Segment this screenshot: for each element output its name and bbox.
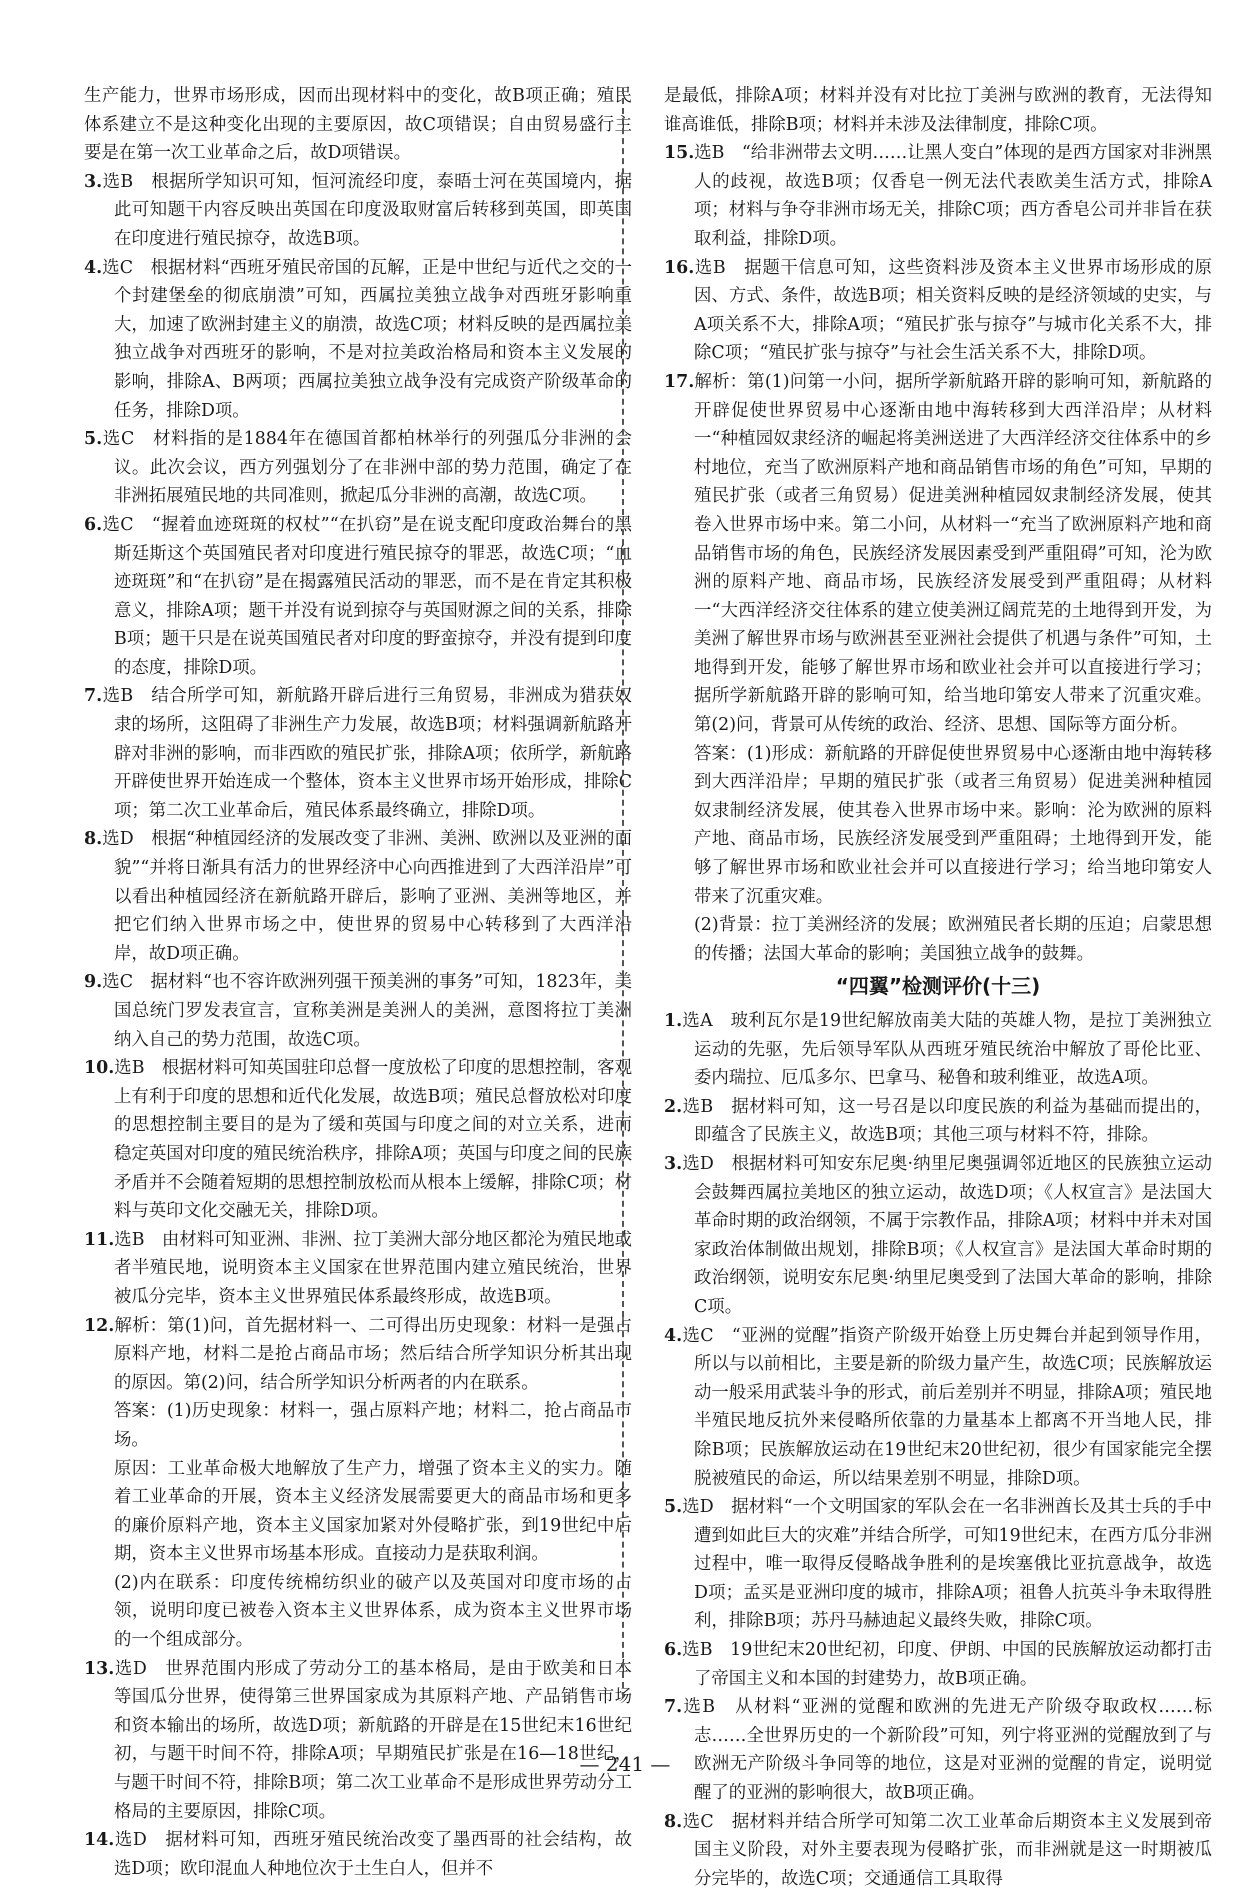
- answer-item: [664, 1150, 1212, 1322]
- item-text: 选C “亚洲的觉醒”指资产阶级开始登上历史舞台并起到领导作用，所以与以前相比，主要是新的阶级力量产生，故选C项；民族解放运动一般采用武装斗争的形式，前后差别并不明显，排除A项；殖民地半殖民地反抗外来侵略所依靠的力量基本上都离不开当地人民，排除B项；民族解放运动在19世纪末20世纪初，很少有国家能完全摆脱被殖民的命运，所以结果差别不明显，排除D项。: [682, 1325, 1212, 1489]
- item-number: 5.: [84, 429, 103, 450]
- answer-paragraph: [84, 1455, 632, 1569]
- item-number: 13.: [84, 1658, 115, 1679]
- answer-item: [84, 825, 632, 968]
- answer-item: [84, 1826, 632, 1883]
- item-number: 10.: [84, 1058, 115, 1079]
- item-number: 9.: [84, 972, 103, 993]
- item-text: 答案：(1)历史现象：材料一，强占原料产地；材料二，抢占商品市场。: [114, 1401, 632, 1450]
- item-number: 15.: [664, 143, 695, 164]
- right-column-answers: [664, 82, 1212, 968]
- answer-item: [664, 1693, 1212, 1807]
- item-text: 选D 世界范围内形成了劳动分工的基本格局，是由于欧美和日本等国瓜分世界，使得第三世界国家成为其原料产地、产品销售市场和资本输出的场所，故选D项；新航路的开辟是在15世纪末16世纪初，与题干时间不符，排除A项；早期殖民扩张是在16—18世纪，与题干时间不符，排除B项；第二次工业革命不是形成世界劳动分工格局的主要原因，排除C项。: [114, 1658, 632, 1822]
- answer-paragraph: [84, 82, 632, 168]
- item-number: 11.: [84, 1229, 115, 1250]
- item-text: 选D 根据材料可知安东尼奥·纳里尼奥强调邻近地区的民族独立运动会鼓舞西属拉美地区的独立运动，故选D项；《人权宣言》是法国大革命时期的政治纲领，不属于宗教作品，排除A项；材料中并未对国家政治体制做出规划，排除B项；《人权宣言》是法国大革命时期的政治纲领，说明安东尼奥·纳里尼奥受到了法国大革命的影响，排除C项。: [682, 1153, 1212, 1317]
- item-text: 选B 由材料可知亚洲、非洲、拉丁美洲大部分地区都沦为殖民地或者半殖民地，说明资本主义国家在世界范围内建立殖民统治，世界被瓜分完毕，资本主义世界殖民体系最终形成，故选B项。: [114, 1229, 632, 1307]
- item-number: 3.: [664, 1153, 683, 1174]
- answer-item: [84, 682, 632, 825]
- answer-paragraph: [84, 1397, 632, 1454]
- item-number: 4.: [664, 1325, 683, 1346]
- item-text: 选B “给非洲带去文明……让黑人变白”体现的是西方国家对非洲黑人的歧视，故选B项；仅香皂一例无法代表欧美生活方式，排除A项；材料与争夺非洲市场无关，排除C项；西方香皂公司并非旨在获取利益，排除D项。: [694, 143, 1212, 249]
- item-number: 17.: [664, 371, 695, 392]
- answer-item: [664, 139, 1212, 253]
- answer-item: [664, 1093, 1212, 1150]
- item-text: 选C 据材料并结合所学可知第二次工业革命后期资本主义发展到帝国主义阶段，对外主要表现为侵略扩张，而非洲就是这一时期被瓜分完毕的，故选C项；交通通信工具取得: [682, 1811, 1212, 1889]
- item-number: 16.: [664, 257, 695, 278]
- item-number: 2.: [664, 1096, 683, 1117]
- answer-item: [664, 1636, 1212, 1693]
- item-number: 6.: [84, 514, 103, 535]
- item-number: 7.: [664, 1697, 683, 1718]
- answer-item: [84, 168, 632, 254]
- item-number: 1.: [664, 1011, 683, 1031]
- item-text: (2)内在联系：印度传统棉纺织业的破产以及英国对印度市场的占领，说明印度已被卷入资本主义世界体系，成为资本主义世界市场的一个组成部分。: [114, 1572, 632, 1651]
- item-text: 选D 根据“种植园经济的发展改变了非洲、美洲、欧洲以及亚洲的面貌”“并将日渐具有活力的世界经济中心向西推进到了大西洋沿岸”可以看出种植园经济在新航路开辟后，影响了亚洲、美洲等地区，并把它们纳入世界市场之中，使世界的贸易中心转移到了大西洋沿岸，故D项正确。: [102, 829, 632, 964]
- answer-item: [664, 1007, 1212, 1093]
- answer-paragraph: [664, 82, 1212, 139]
- answer-paragraph: [84, 1569, 632, 1655]
- answer-item: [664, 1322, 1212, 1494]
- answer-item: [84, 968, 632, 1054]
- answer-item: [84, 1054, 632, 1226]
- answer-item: [84, 1312, 632, 1398]
- item-text: 解析：第(1)问第一小问，据所学新航路开辟的影响可知，新航路的开辟促使世界贸易中心逐渐由地中海转移到大西洋沿岸；从材料一“种植园奴隶经济的崛起将美洲送进了大西洋经济交往体系中的乡村地位，充当了欧洲原料产地和商品销售市场的角色”可知，早期的殖民扩张（或者三角贸易）促进美洲种植园奴隶制经济发展，使其卷入世界市场中来。第二小问，从材料一“充当了欧洲原料产地和商品销售市场的角色，民族经济发展因素受到严重阻碍”可知，沦为欧洲的原料产地、商品市场，民族经济发展受到严重阻碍；从材料一“大西洋经济交往体系的建立使美洲辽阔荒芜的土地得到开发，为美洲了解世界市场与欧洲甚至亚洲社会提供了机遇与条件”可知，土地得到开发，能够了解世界市场和欧业社会并可以直接进行学习；据所学新航路开辟的影响可知，给当地印第安人带来了沉重灾难。第(2)问，背景可从传统的政治、经济、思想、国际等方面分析。: [694, 371, 1212, 736]
- answer-item: [84, 1226, 632, 1312]
- item-text: 选C “握着血迹斑斑的权杖”“在扒窃”是在说支配印度政治舞台的黑斯廷斯这个英国殖民者对印度进行殖民掠夺的罪恶，故选C项；“血迹斑斑”和“在扒窃”是在揭露殖民活动的罪恶，而不是在肯定其积极意义，排除A项；题干并没有说到掠夺与英国财源之间的关系，排除B项；题干只是在说英国殖民者对印度的野蛮掠夺，并没有提到印度的态度，排除D项。: [102, 514, 632, 678]
- item-text: 选B 19世纪末20世纪初，印度、伊朗、中国的民族解放运动都打击了帝国主义和本国的封建势力，故B项正确。: [682, 1640, 1212, 1689]
- item-text: 选B 结合所学可知，新航路开辟后进行三角贸易，非洲成为猎获奴隶的场所，这阻碍了非洲生产力发展，故选B项；材料强调新航路开辟对非洲的影响，而非西欧的殖民扩张，排除A项；依所学，新航路开辟使世界开始连成一个整体，资本主义世界市场开始形成，排除C项；第二次工业革命后，殖民体系最终确立，排除D项。: [102, 686, 632, 821]
- answer-paragraph: [664, 740, 1212, 912]
- item-number: 3.: [84, 171, 103, 192]
- item-text: 生产能力，世界市场形成，因而出现材料中的变化，故B项正确；殖民体系建立不是这种变化出现的主要原因，故C项错误；自由贸易盛行主要是在第一次工业革命之后，故D项错误。: [84, 86, 632, 164]
- answer-item: [664, 1493, 1212, 1636]
- item-text: 选D 据材料可知，西班牙殖民统治改变了墨西哥的社会结构，故选D项；欧印混血人种地位次于土生白人，但并不: [114, 1830, 632, 1879]
- answer-item: [84, 254, 632, 426]
- answer-item: [664, 1808, 1212, 1893]
- item-text: 选B 从材料“亚洲的觉醒和欧洲的先进无产阶级夺取政权……标志……全世界历史的一个新阶段”可知，列宁将亚洲的觉醒放到了与欧洲无产阶级斗争同等的地位，这是对亚洲的觉醒的肯定，说明觉醒了的亚洲的影响很大，故B项正确。: [682, 1697, 1212, 1804]
- right-column: [664, 82, 1212, 1893]
- answer-item: [84, 1655, 632, 1827]
- answer-paragraph: [664, 911, 1212, 968]
- item-text: 选C 根据材料“西班牙殖民帝国的瓦解，正是中世纪与近代之交的一个封建堡垒的彻底崩溃”可知，西属拉美独立战争对西班牙影响重大，加速了欧洲封建主义的崩溃，故选C项；材料反映的是西属拉美独立战争对西班牙的影响，不是对拉美政治格局和资本主义发展的影响，排除A、B两项；西属拉美独立战争没有完成资产阶级革命的任务，排除D项。: [102, 257, 632, 421]
- item-number: 8.: [84, 829, 103, 850]
- item-number: 6.: [664, 1640, 683, 1661]
- item-number: 12.: [84, 1315, 115, 1336]
- column-divider: [622, 88, 624, 1698]
- item-text: 选B 根据材料可知英国驻印总督一度放松了印度的思想控制，客观上有利于印度的思想和近代化发展，故选B项；殖民总督放松对印度的思想控制主要目的是为了缓和英国与印度之间的对立关系，进而稳定英国对印度的殖民统治秩序，排除A项；英国与印度之间的民族矛盾并不会随着短期的思想控制放松而从根本上缓解，排除C项；材料与英印文化交融无关，排除D项。: [114, 1058, 632, 1222]
- item-text: 选C 据材料“也不容许欧洲列强干预美洲的事务”可知，1823年，美国总统门罗发表宣言，宣称美洲是美洲人的美洲，意图将拉丁美洲纳入自己的势力范围，故选C项。: [102, 972, 632, 1050]
- item-text: 原因：工业革命极大地解放了生产力，增强了资本主义的实力。随着工业革命的开展，资本主义经济发展需要更大的商品市场和更多的廉价原料产地，资本主义国家加紧对外侵略扩张，到19世纪中后期，资本主义世界市场基本形成。直接动力是获取利润。: [114, 1458, 632, 1565]
- answer-item: [84, 425, 632, 511]
- item-text: 选B 根据所学知识可知，恒河流经印度，泰晤士河在英国境内，据此可知题干内容反映出英国在印度汲取财富后转移到英国，即英国在印度进行殖民掠夺，故选B项。: [102, 171, 632, 249]
- item-text: 选D 据材料“一个文明国家的军队会在一名非洲酋长及其士兵的手中遭到如此巨大的灾难”并结合所学，可知19世纪末，在西方瓜分非洲过程中，唯一取得反侵略战争胜利的是埃塞俄比亚抗意战争，故选D项；孟买是亚洲印度的城市，排除A项；祖鲁人抗英斗争未取得胜利，排除B项；苏丹马赫迪起义最终失败，排除C项。: [682, 1497, 1212, 1632]
- left-column: [84, 82, 632, 1883]
- page-number: — 241 —: [579, 1752, 671, 1776]
- item-text: 选C 材料指的是1884年在德国首都柏林举行的列强瓜分非洲的会议。此次会议，西方列强划分了在非洲中部的势力范围，确定了在非洲拓展殖民地的共同准则，掀起瓜分非洲的高潮，故选C项。: [102, 429, 632, 507]
- answer-item: [664, 368, 1212, 740]
- item-text: 答案：(1)形成：新航路的开辟促使世界贸易中心逐渐由地中海转移到大西洋沿岸；早期的殖民扩张（或者三角贸易）促进美洲种植园奴隶制经济发展，使其卷入世界市场中来。影响：沦为欧洲的原料产地、商品市场，民族经济发展受到严重阻碍；土地得到开发，能够了解世界市场和欧业社会并可以直接进行学习；给当地印第安人带来了沉重灾难。: [694, 743, 1212, 907]
- item-text: 解析：第(1)问，首先据材料一、二可得出历史现象：材料一是强占原料产地，材料二是抢占商品市场；然后结合所学知识分析其出现的原因。第(2)问，结合所学知识分析两者的内在联系。: [114, 1315, 632, 1393]
- item-text: (2)背景：拉丁美洲经济的发展；欧洲殖民者长期的压迫；启蒙思想的传播；法国大革命的影响；美国独立战争的鼓舞。: [694, 915, 1212, 964]
- answer-item: [664, 254, 1212, 368]
- item-number: 7.: [84, 686, 103, 707]
- item-text: 选A 玻利瓦尔是19世纪解放南美大陆的英雄人物，是拉丁美洲独立运动的先驱，先后领导军队从西班牙殖民统治中解放了哥伦比亚、委内瑞拉、厄瓜多尔、巴拿马、秘鲁和玻利维亚，故选A项。: [682, 1011, 1212, 1089]
- section-title: “四翼”检测评价(十三): [835, 974, 1041, 999]
- item-text: 是最低，排除A项；材料并没有对比拉丁美洲与欧洲的教育，无法得知谁高谁低，排除B项；材料并未涉及法律制度，排除C项。: [664, 86, 1212, 135]
- item-number: 4.: [84, 257, 103, 278]
- item-number: 5.: [664, 1497, 683, 1518]
- answer-item: [84, 511, 632, 683]
- item-text: 选B 据题干信息可知，这些资料涉及资本主义世界市场形成的原因、方式、条件，故选B项；相关资料反映的是经济领域的史实，与A项关系不大，排除A项；“殖民扩张与掠夺”与城市化关系不大，排除C项；“殖民扩张与掠夺”与社会生活关系不大，排除D项。: [694, 257, 1212, 364]
- item-number: 8.: [664, 1811, 683, 1832]
- item-text: 选B 据材料可知，这一号召是以印度民族的利益为基础而提出的，即蕴含了民族主义，故选B项；其他三项与材料不符，排除。: [682, 1096, 1212, 1146]
- item-number: 14.: [84, 1830, 115, 1851]
